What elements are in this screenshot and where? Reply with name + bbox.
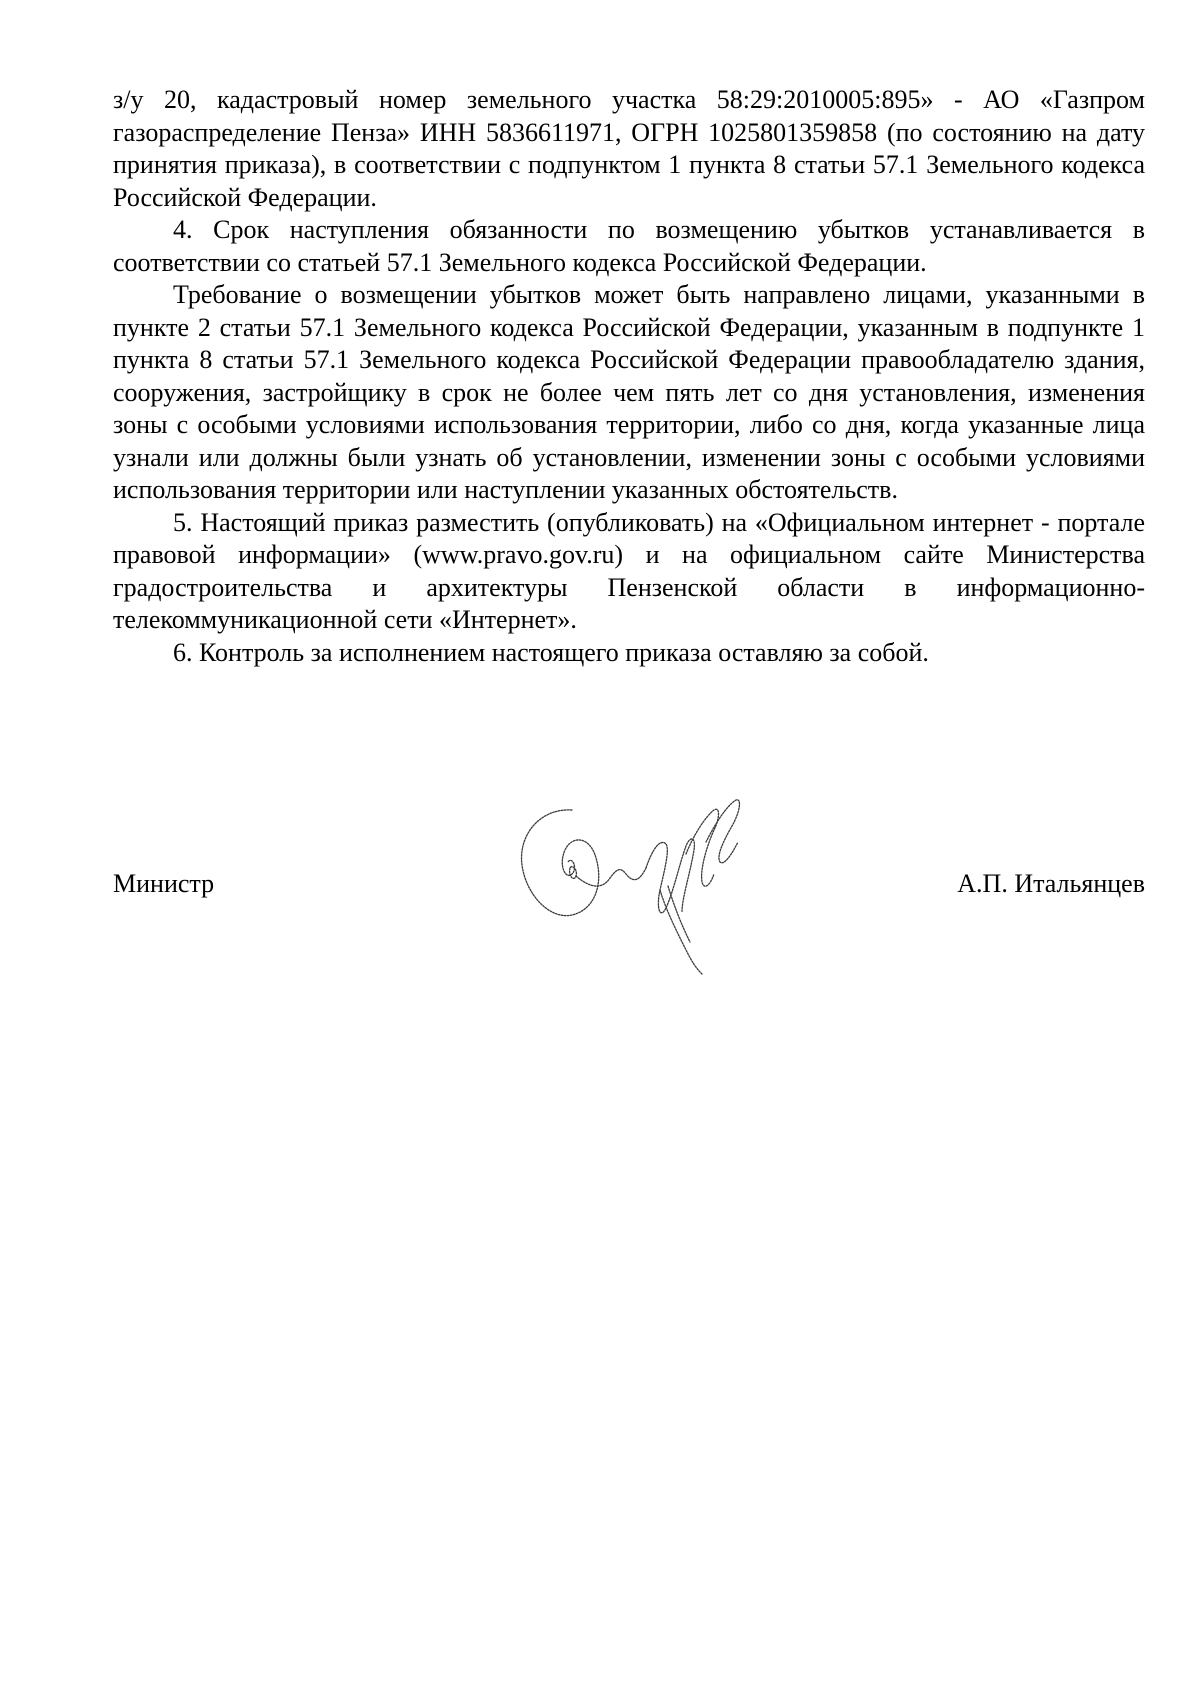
document-body — [113, 84, 1145, 669]
signature-descender-stroke-2 — [668, 886, 690, 942]
signature-connector-stroke — [576, 868, 646, 886]
paragraph-item-6: 6. Контроль за исполнением настоящего приказа оставляю за собой. — [173, 637, 929, 667]
handwritten-signature — [510, 790, 780, 990]
signature-loop-stroke — [522, 810, 599, 916]
signature-loop-inner — [570, 867, 577, 879]
paragraph-continuation: з/у 20, кадастровый номер земельного участка 58:29:2010005:895» - АО «Газпром газораспределение Пенза» ИНН 5836611971, ОГРН 1025801359858 (по состоянию на дату принятия приказа), в соответствии с подпунктом 1 пункта 8 статьи 57.1 Земельного кодекса Российской Федерации. — [113, 85, 1145, 212]
signatory-title: Министр — [113, 869, 215, 898]
paragraph-item-4: 4. Срок наступления обязанности по возмещению убытков устанавливается в соответствии со статьей 57.1 Земельного кодекса Российской Федерации. — [113, 215, 1145, 277]
paragraph-item-5: 5. Настоящий приказ разместить (опубликовать) на «Официальном интернет - портале правовой информации» (www.pravo.gov.ru) и на официальном сайте Министерства градостроительства и архитектуры Пензенской области в информационно-телекоммуникационной сети «Интернет». — [113, 507, 1145, 634]
signature-letter-stroke-2 — [686, 809, 719, 886]
signature-descender-stroke — [660, 890, 702, 974]
paragraph-damages-claim: Требование о возмещении убытков может быть направлено лицами, указанными в пункте 2 статьи 57.1 Земельного кодекса Российской Федерации, указанным в подпункте 1 пункта 8 статьи 57.1 Земельного кодекса Российской Федерации правообладателю здания, сооружения, застройщику в срок не более чем пять лет со дня установления, изменения зоны с особыми условиями использования территории, либо со дня, когда указанные лица узнали или должны были узнать об установлении, изменении зоны с особыми условиями использования территории или наступлении указанных обстоятельств. — [113, 280, 1145, 504]
signature-letter-stroke-3 — [706, 800, 739, 863]
signatory-name: А.П. Итальянцев — [957, 869, 1145, 898]
